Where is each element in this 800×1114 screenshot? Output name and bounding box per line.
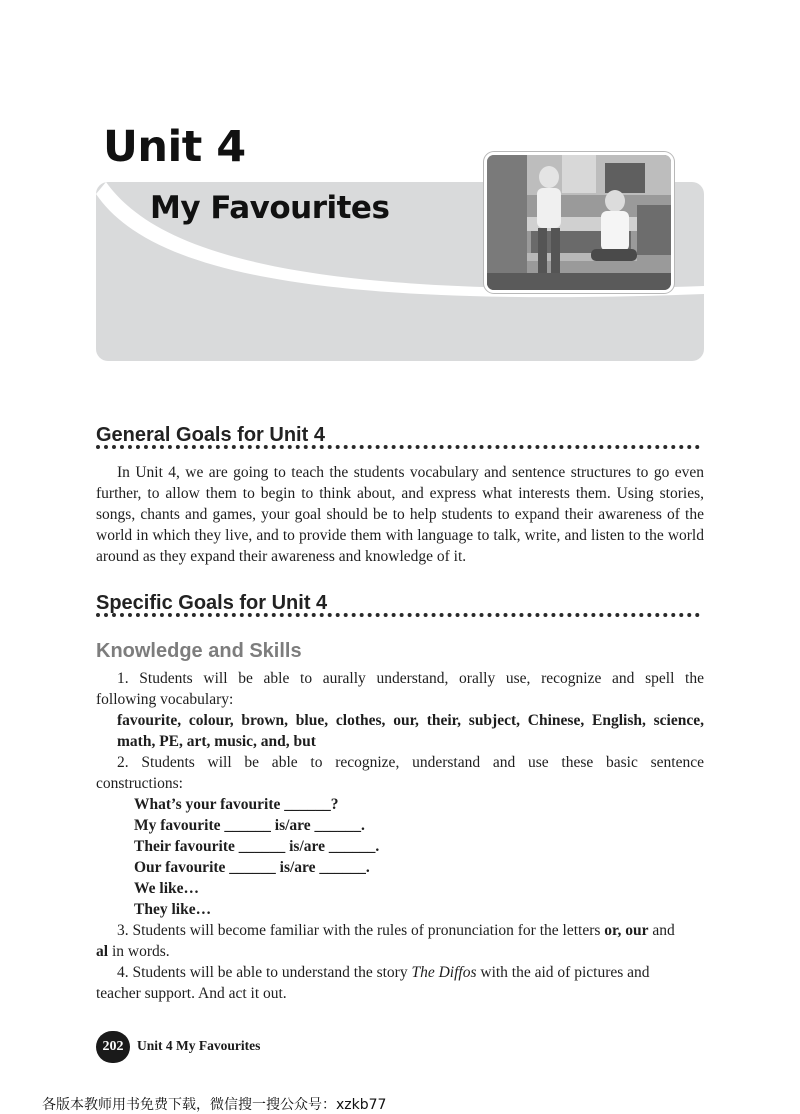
item3-tail: in words.: [108, 943, 170, 960]
item3-letters: or, our: [604, 922, 649, 939]
story-title: The Diffos: [411, 964, 477, 981]
classroom-photo-image: [487, 155, 671, 290]
item4-tail: with the aid of pictures and: [476, 964, 650, 981]
knowledge-skills-heading: Knowledge and Skills: [96, 640, 302, 662]
item3-and: and: [648, 922, 675, 939]
watermark-text: 各版本教师用书免费下载，微信搜一搜公众号：xzkb77: [42, 1097, 387, 1113]
sentence-item: Our favourite ______ is/are ______.: [134, 859, 370, 876]
general-goals-heading: General Goals for Unit 4: [96, 424, 325, 446]
item3-line2: [96, 941, 704, 962]
sentence-item: They like…: [134, 901, 212, 918]
page-number-badge: 202: [96, 1031, 130, 1063]
vocab-line2: math, PE, art, music, and, but: [117, 733, 316, 750]
item1-line2: following vocabulary:: [96, 691, 234, 708]
running-title: Unit 4 My Favourites: [137, 1038, 261, 1053]
item3-letters-al: al: [96, 943, 109, 960]
item4-line1: [117, 962, 704, 983]
unit-title: Unit 4: [103, 122, 246, 172]
general-goals-paragraph: In Unit 4, we are going to teach the students vocabulary and sentence structures to go even further, to allow them to begin to think about, and express what interests them. Using stories, songs, chants and games, your goal should be to help students to expand their awareness of the world in which they live, and to provide them with language to talk, write, and listen to the world around as they expand their awareness and knowledge of it.: [96, 464, 704, 565]
item1-line1: 1. Students will be able to aurally understand, orally use, recognize and spell the: [117, 670, 704, 687]
item3-text: 3. Students will become familiar with the rules of pronunciation for the letters: [117, 922, 605, 939]
general-goals-divider: [96, 445, 700, 449]
specific-goals-divider: [96, 613, 700, 617]
sentence-item: We like…: [134, 880, 200, 897]
unit-subtitle: My Favourites: [150, 190, 390, 226]
sentence-item: Their favourite ______ is/are ______.: [134, 838, 380, 855]
item2-line2: constructions:: [96, 775, 183, 792]
item3-line1: [117, 920, 704, 941]
vocab-line1: favourite, colour, brown, blue, clothes, our, their, subject, Chinese, English, science,: [117, 712, 704, 729]
specific-goals-heading: Specific Goals for Unit 4: [96, 592, 328, 614]
item2-line1: 2. Students will be able to recognize, understand and use these basic sentence: [117, 754, 704, 771]
sentence-item: What’s your favourite ______?: [134, 796, 339, 813]
item4-line2: teacher support. And act it out.: [96, 985, 287, 1002]
sentence-item: My favourite ______ is/are ______.: [134, 817, 365, 834]
item4-text: 4. Students will be able to understand the story: [117, 964, 412, 981]
classroom-photo: [484, 152, 674, 293]
